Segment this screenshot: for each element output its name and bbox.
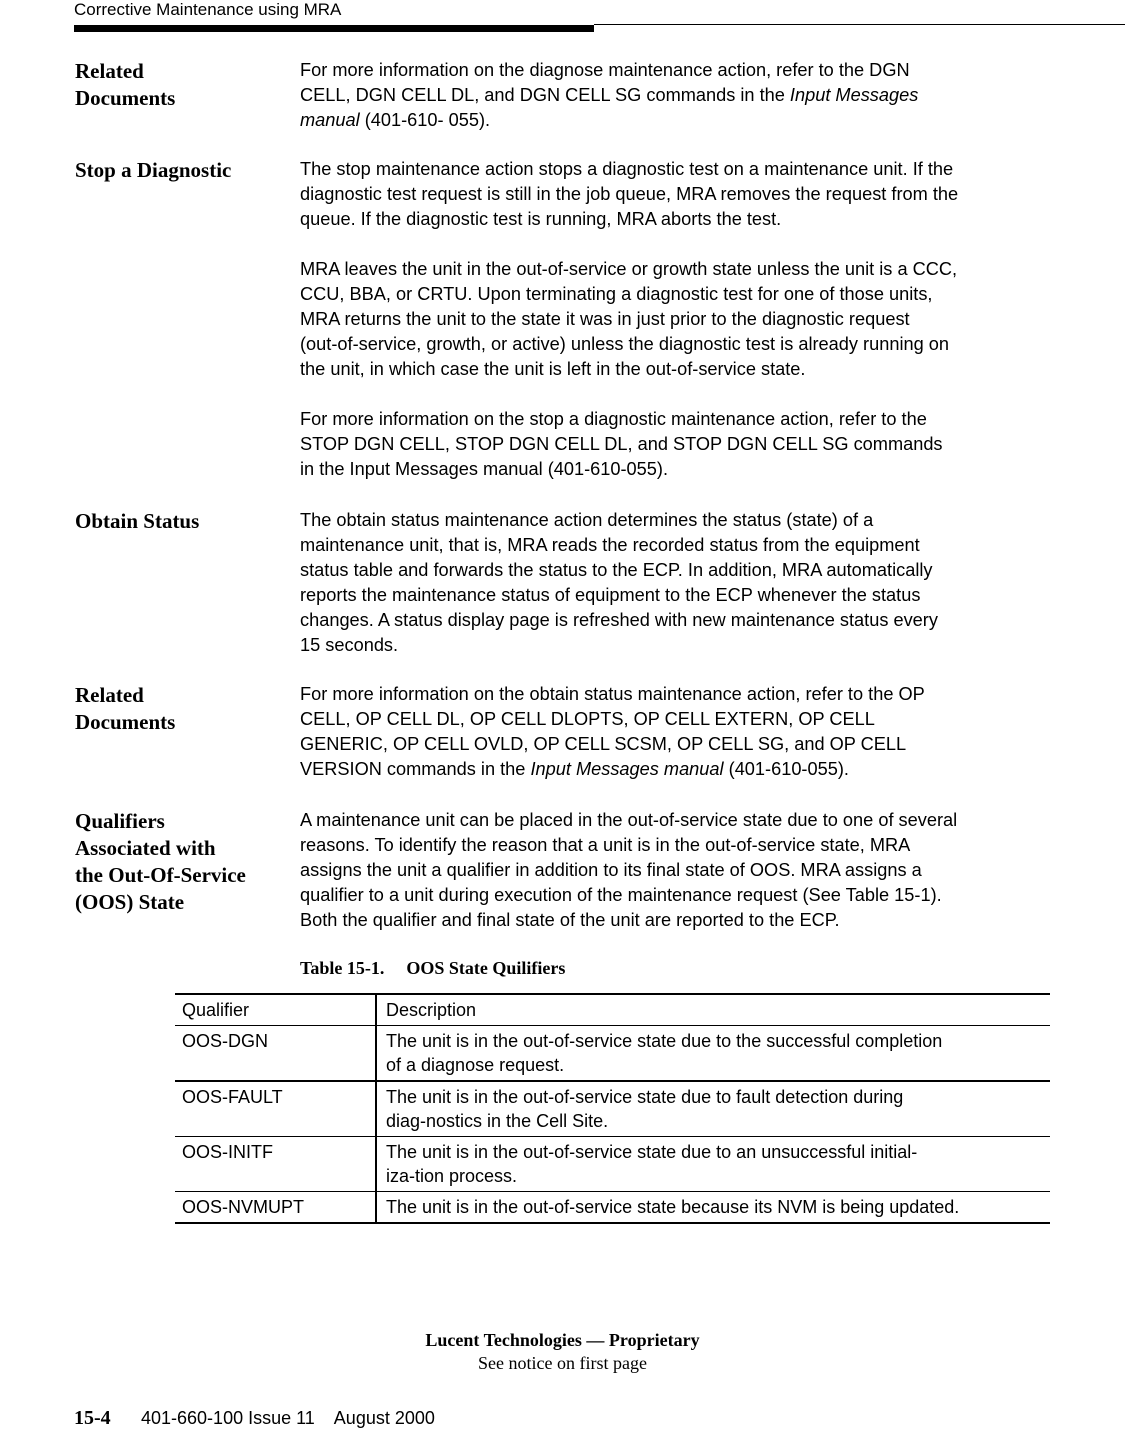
table-header-qualifier: Qualifier: [175, 994, 376, 1026]
table-caption: [300, 958, 565, 979]
related-documents-status-paragraph: [300, 682, 1050, 782]
text-run: For more information on the diagnose maintenance action, refer to the DGN CELL, DGN CELL DL, and DGN CELL SG commands in the: [300, 60, 910, 105]
section-heading-related-documents-2: Related Documents: [75, 683, 176, 734]
section-heading-stop-diagnostic: Stop a Diagnostic: [75, 158, 232, 182]
section-heading-qualifiers: Qualifiers Associated with the Out-Of-Service (OOS) State: [75, 809, 246, 914]
text-run: (401-610- 055).: [359, 110, 491, 130]
related-documents-diagnose-paragraph: [300, 58, 1050, 133]
manual-title-italic: Input Messages manual: [300, 85, 919, 130]
table-row: [175, 1081, 1050, 1137]
footer-doc-info: 401-660-100 Issue 11 August 2000: [141, 1408, 435, 1428]
text-run: For more information on the obtain status maintenance action, refer to the OP CELL, OP CELL DL, OP CELL DLOPTS, OP CELL EXTERN, OP CELL GENERIC, OP CELL OVLD, OP CELL SCSM, OP CELL SG, and OP CELL VERSION commands in the: [300, 684, 925, 779]
table-row: [175, 1137, 1050, 1192]
oos-qualifiers-table: [175, 993, 1050, 1224]
table-cell-description: The unit is in the out-of-service state due to fault detection during diag-nostics in the Cell Site.: [386, 1087, 904, 1131]
obtain-status-paragraph: The obtain status maintenance action determines the status (state) of a maintenance unit, that is, MRA reads the recorded status from the equipment status table and forwards the status to the ECP. In addition, MRA automatically reports the maintenance status of equipment to the ECP whenever the status changes. A status display page is refreshed with new maintenance status every 15 seconds.: [300, 510, 938, 655]
table-header-description: Description: [386, 1000, 477, 1020]
footer-page-number: 15-4: [74, 1407, 111, 1429]
table-cell-description: The unit is in the out-of-service state due to the successful completion of a diagnose request.: [386, 1031, 943, 1075]
table-cell-qualifier: OOS-INITF: [175, 1137, 376, 1192]
header-rule-thin: [594, 24, 1125, 25]
footer-company: Lucent Technologies — Proprietary: [425, 1330, 700, 1350]
text-run: (401-610-055).: [723, 759, 849, 779]
table-row: [175, 1192, 1050, 1224]
footer-notice: See notice on first page: [478, 1353, 647, 1373]
table-cell-qualifier: OOS-NVMUPT: [175, 1192, 376, 1224]
table-row: [175, 1026, 1050, 1082]
table-cell-qualifier: OOS-FAULT: [175, 1081, 376, 1137]
qualifiers-paragraph: A maintenance unit can be placed in the out-of-service state due to one of several reasons. To identify the reason that a unit is in the out-of-service state, MRA assigns the unit a qualifier in addition to its final state of OOS. MRA assigns a qualifier to a unit during execution of the maintenance request (See Table 15-1). Both the qualifier and final state of the unit are reported to the ECP.: [300, 810, 958, 930]
table-header-row: [175, 994, 1050, 1026]
running-header-title: Corrective Maintenance using MRA: [74, 0, 342, 19]
table-cell-description: The unit is in the out-of-service state due to an unsuccessful initial- iza-tion process.: [386, 1142, 918, 1186]
manual-title-italic: Input Messages manual: [530, 759, 724, 779]
stop-diagnostic-paragraph-2: MRA leaves the unit in the out-of-service or growth state unless the unit is a CCC, CCU, BBA, or CRTU. Upon terminating a diagnostic test for one of those units, MRA returns the unit to the state it was in just prior to the diagnostic request (out-of-service, growth, or active) unless the diagnostic test is already running on the unit, in which case the unit is left in the out-of-service state.: [300, 259, 958, 379]
table-caption-number: Table 15-1.: [300, 958, 385, 978]
stop-diagnostic-paragraph-3: For more information on the stop a diagnostic maintenance action, refer to the STOP DGN CELL, STOP DGN CELL DL, and STOP DGN CELL SG commands in the Input Messages manual (401-610-055).: [300, 409, 943, 479]
table-caption-title: OOS State Quilifiers: [406, 958, 566, 978]
table-cell-description: The unit is in the out-of-service state because its NVM is being updated.: [386, 1197, 960, 1217]
header-rule-thick: [74, 25, 594, 32]
section-heading-obtain-status: Obtain Status: [75, 509, 200, 533]
stop-diagnostic-paragraph-1: The stop maintenance action stops a diagnostic test on a maintenance unit. If the diagnostic test request is still in the job queue, MRA removes the request from the queue. If the diagnostic test is running, MRA aborts the test.: [300, 159, 959, 229]
table-cell-qualifier: OOS-DGN: [175, 1026, 376, 1082]
section-heading-related-documents: Related Documents: [75, 59, 176, 110]
